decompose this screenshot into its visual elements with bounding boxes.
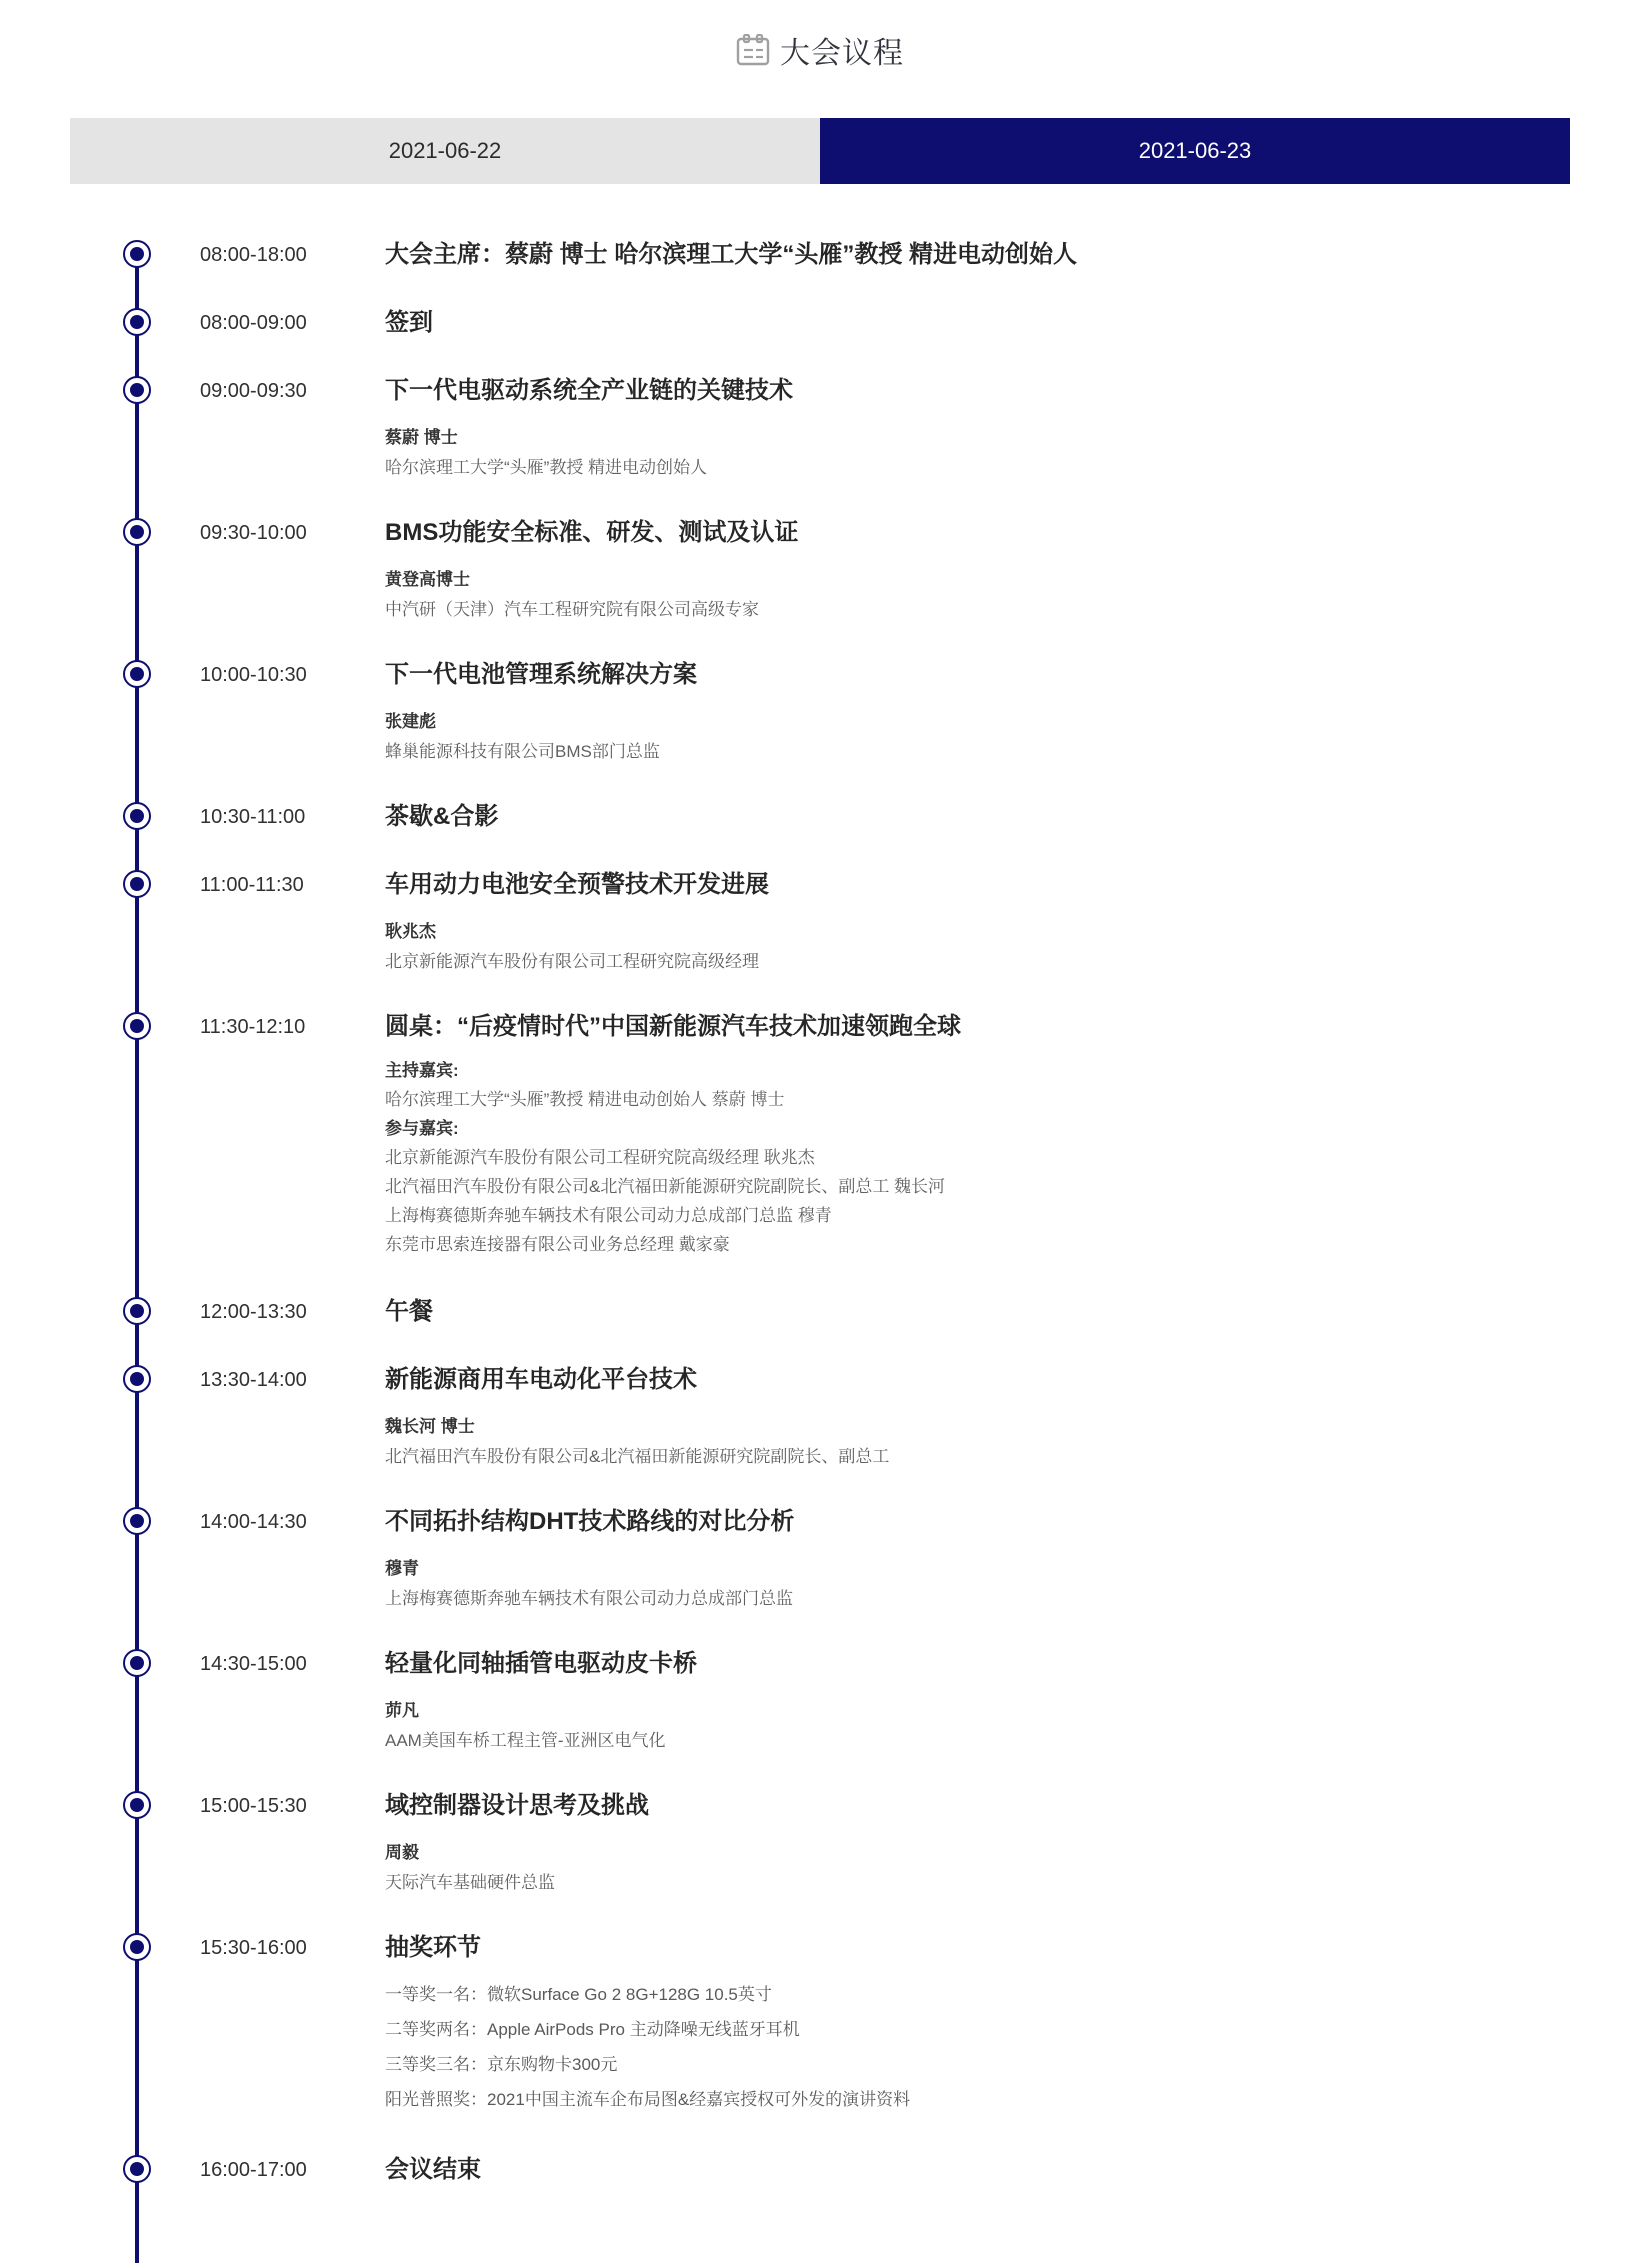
session-time: 13:30-14:00	[200, 1369, 307, 1391]
speaker-name: 周毅	[385, 1843, 419, 1862]
agenda-item	[0, 376, 1640, 480]
session-time: 15:30-16:00	[200, 1937, 307, 1959]
timeline-dot	[130, 1940, 144, 1954]
session-content	[385, 1297, 1640, 1327]
session-time: 15:00-15:30	[200, 1795, 307, 1817]
timeline-dot	[130, 667, 144, 681]
session-title: 下一代电池管理系统解决方案	[385, 661, 697, 688]
date-tabs	[70, 118, 1570, 184]
session-time: 08:00-09:00	[200, 312, 307, 334]
timeline-bullet-icon	[123, 1649, 151, 1677]
speaker-name: 黄登高博士	[385, 570, 470, 589]
timeline-dot	[130, 2162, 144, 2176]
session-title: 轻量化同轴插管电驱动皮卡桥	[385, 1650, 697, 1677]
session-title: 域控制器设计思考及挑战	[385, 1792, 649, 1819]
prize-line: 二等奖两名：Apple AirPods Pro 主动降噪无线蓝牙耳机	[385, 2020, 800, 2039]
guest-line: 东莞市思索连接器有限公司业务总经理 戴家豪	[385, 1235, 730, 1254]
session-title: 下一代电驱动系统全产业链的关键技术	[385, 377, 793, 404]
agenda-item	[0, 1297, 1640, 1327]
guest-line: 哈尔滨理工大学“头雁”教授 精进电动创始人 蔡蔚 博士	[385, 1090, 785, 1109]
timeline-bullet-icon	[123, 1933, 151, 1961]
speaker-block	[385, 1699, 1580, 1753]
session-time: 12:00-13:30	[200, 1301, 307, 1323]
speaker-org: AAM美国车桥工程主管-亚洲区电气化	[385, 1731, 666, 1750]
speaker-block	[385, 920, 1580, 974]
speaker-org: 蜂巢能源科技有限公司BMS部门总监	[385, 742, 660, 761]
speaker-name: 魏长河 博士	[385, 1417, 475, 1436]
guest-line: 北京新能源汽车股份有限公司工程研究院高级经理 耿兆杰	[385, 1148, 815, 1167]
prize-line: 三等奖三名：京东购物卡300元	[385, 2055, 618, 2074]
timeline-dot	[130, 1656, 144, 1670]
agenda-item	[0, 1365, 1640, 1469]
session-content	[385, 802, 1640, 832]
speaker-name: 耿兆杰	[385, 922, 436, 941]
timeline-bullet-icon	[123, 308, 151, 336]
page-title: 大会议程	[780, 37, 904, 70]
session-title: 圆桌：“后疫情时代”中国新能源汽车技术加速领跑全球	[385, 1013, 961, 1040]
timeline-bullet-icon	[123, 870, 151, 898]
roundtable-guests	[385, 1056, 1580, 1259]
session-time: 09:30-10:00	[200, 522, 307, 544]
speaker-org: 北京新能源汽车股份有限公司工程研究院高级经理	[385, 952, 759, 971]
agenda-item	[0, 660, 1640, 764]
speaker-block	[385, 1415, 1580, 1469]
timeline-bullet-icon	[123, 1012, 151, 1040]
timeline-bullet-icon	[123, 376, 151, 404]
session-content	[385, 1649, 1640, 1753]
session-title: 签到	[385, 309, 433, 336]
speaker-org: 中汽研（天津）汽车工程研究院有限公司高级专家	[385, 600, 759, 619]
speaker-block	[385, 568, 1580, 622]
speaker-block	[385, 1557, 1580, 1611]
timeline-dot	[130, 247, 144, 261]
agenda-item	[0, 870, 1640, 974]
agenda-timeline	[0, 240, 1640, 2263]
timeline-bullet-icon	[123, 2155, 151, 2183]
session-title: 午餐	[385, 1298, 433, 1325]
session-content	[385, 1012, 1640, 1259]
speaker-block	[385, 1841, 1580, 1895]
guest-line: 上海梅赛德斯奔驰车辆技术有限公司动力总成部门总监 穆青	[385, 1206, 832, 1225]
session-time: 14:00-14:30	[200, 1511, 307, 1533]
agenda-item	[0, 1507, 1640, 1611]
session-title: 大会主席：蔡蔚 博士 哈尔滨理工大学“头雁”教授 精进电动创始人	[385, 241, 1078, 268]
session-title: BMS功能安全标准、研发、测试及认证	[385, 519, 799, 546]
timeline-bullet-icon	[123, 1365, 151, 1393]
agenda-item	[0, 1012, 1640, 1259]
session-title: 新能源商用车电动化平台技术	[385, 1366, 697, 1393]
guest-role-label: 主持嘉宾:	[385, 1061, 459, 1080]
timeline-bullet-icon	[123, 660, 151, 688]
speaker-block	[385, 710, 1580, 764]
prize-line: 一等奖一名：微软Surface Go 2 8G+128G 10.5英寸	[385, 1985, 772, 2004]
session-time: 14:30-15:00	[200, 1653, 307, 1675]
speaker-name: 张建彪	[385, 712, 436, 731]
agenda-item	[0, 802, 1640, 832]
timeline-bullet-icon	[123, 802, 151, 830]
session-time: 10:30-11:00	[200, 806, 306, 828]
timeline-dot	[130, 315, 144, 329]
session-title: 茶歇&合影	[385, 803, 499, 830]
agenda-item	[0, 1649, 1640, 1753]
timeline-dot	[130, 383, 144, 397]
timeline-dot	[130, 525, 144, 539]
timeline-dot	[130, 1514, 144, 1528]
timeline-bullet-icon	[123, 240, 151, 268]
timeline-bullet-icon	[123, 1791, 151, 1819]
speaker-block	[385, 426, 1580, 480]
session-content	[385, 2155, 1640, 2185]
timeline-dot	[130, 1798, 144, 1812]
session-content	[385, 660, 1640, 764]
session-content	[385, 376, 1640, 480]
session-content	[385, 1791, 1640, 1895]
page-header	[0, 0, 1640, 72]
timeline-dot	[130, 1019, 144, 1033]
session-content	[385, 870, 1640, 974]
speaker-name: 蔡蔚 博士	[385, 428, 458, 447]
agenda-item	[0, 518, 1640, 622]
agenda-item	[0, 240, 1640, 270]
tab-date-2021-06-23[interactable]: 2021-06-23	[820, 118, 1570, 184]
session-content	[385, 240, 1640, 270]
session-title: 抽奖环节	[385, 1934, 481, 1961]
session-time: 08:00-18:00	[200, 244, 307, 266]
speaker-name: 茆凡	[385, 1701, 419, 1720]
session-time: 10:00-10:30	[200, 664, 307, 686]
session-time: 09:00-09:30	[200, 380, 307, 402]
session-content	[385, 1507, 1640, 1611]
agenda-item	[0, 1933, 1640, 2117]
prize-list	[385, 1977, 1580, 2117]
session-title: 不同拓扑结构DHT技术路线的对比分析	[385, 1508, 795, 1535]
timeline-bullet-icon	[123, 1507, 151, 1535]
guest-line: 北汽福田汽车股份有限公司&北汽福田新能源研究院副院长、副总工 魏长河	[385, 1177, 946, 1196]
agenda-item	[0, 2155, 1640, 2185]
session-time: 11:30-12:10	[200, 1016, 306, 1038]
agenda-item	[0, 308, 1640, 338]
timeline-bullet-icon	[123, 1297, 151, 1325]
timeline-dot	[130, 1304, 144, 1318]
speaker-name: 穆青	[385, 1559, 419, 1578]
session-time: 16:00-17:00	[200, 2159, 307, 2181]
speaker-org: 上海梅赛德斯奔驰车辆技术有限公司动力总成部门总监	[385, 1589, 793, 1608]
speaker-org: 北汽福田汽车股份有限公司&北汽福田新能源研究院副院长、副总工	[385, 1447, 890, 1466]
timeline-dot	[130, 877, 144, 891]
prize-line: 阳光普照奖：2021中国主流车企布局图&经嘉宾授权可外发的演讲资料	[385, 2090, 911, 2109]
speaker-org: 哈尔滨理工大学“头雁”教授 精进电动创始人	[385, 458, 708, 477]
session-content	[385, 1365, 1640, 1469]
session-content	[385, 1933, 1640, 2117]
tab-date-2021-06-22[interactable]: 2021-06-22	[70, 118, 820, 184]
guest-role-label: 参与嘉宾:	[385, 1119, 459, 1138]
speaker-org: 天际汽车基础硬件总监	[385, 1873, 555, 1892]
timeline-dot	[130, 809, 144, 823]
session-title: 车用动力电池安全预警技术开发进展	[385, 871, 769, 898]
agenda-item	[0, 1791, 1640, 1895]
session-time: 11:00-11:30	[200, 874, 304, 896]
session-content	[385, 308, 1640, 338]
timeline-bullet-icon	[123, 518, 151, 546]
calendar-icon	[736, 34, 770, 66]
session-content	[385, 518, 1640, 622]
session-title: 会议结束	[385, 2156, 481, 2183]
timeline-dot	[130, 1372, 144, 1386]
